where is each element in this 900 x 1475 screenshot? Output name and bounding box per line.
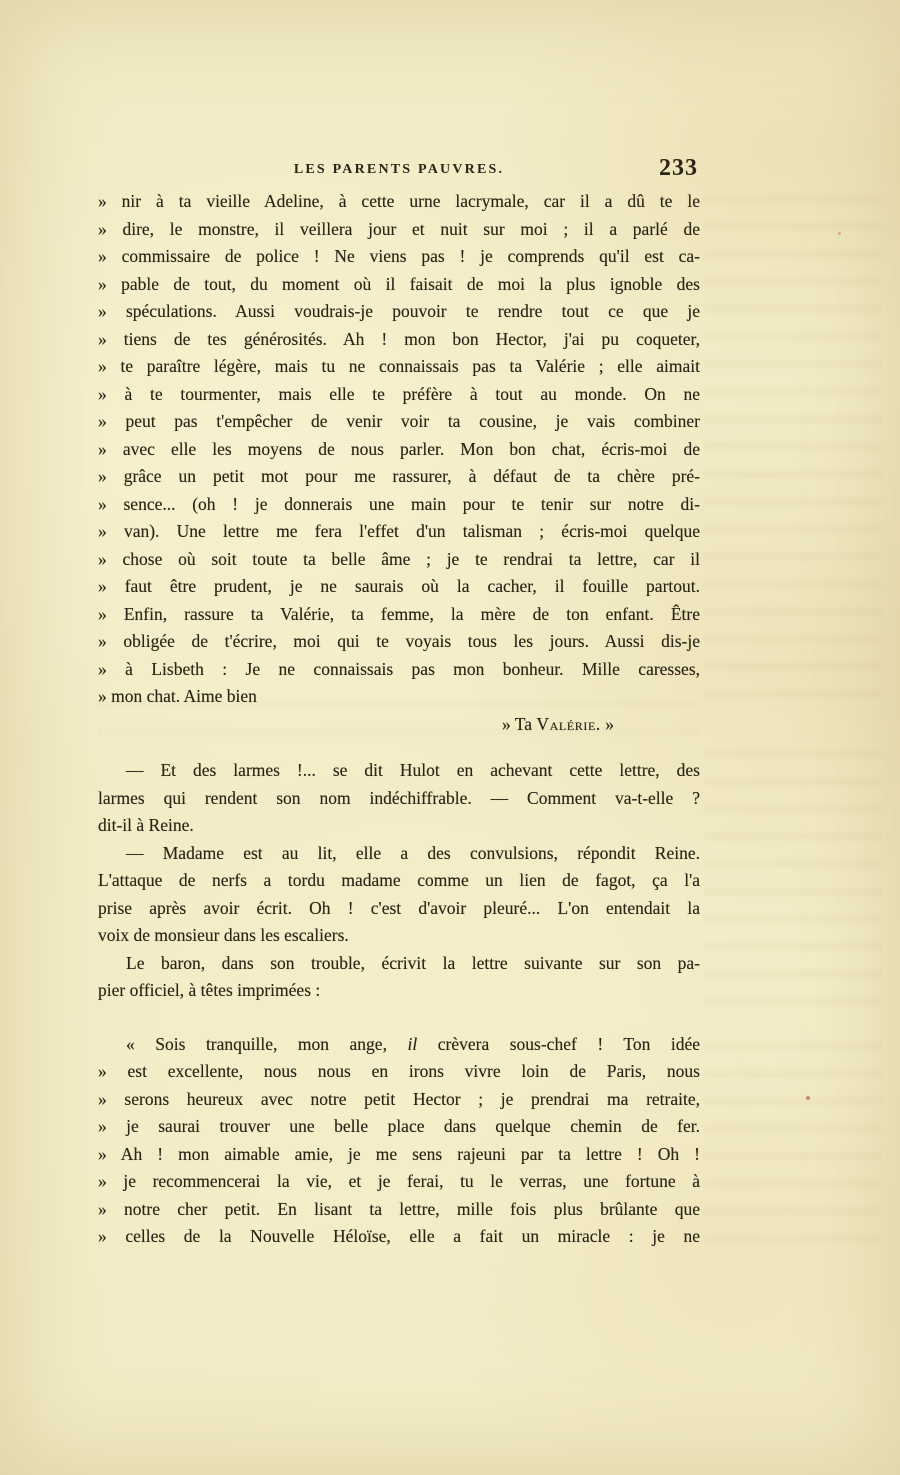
letter-line: » à te tourmenter, mais elle te préfère à tout au monde. On ne	[98, 383, 700, 404]
letter-line: » Ah ! mon aimable amie, je me sens rajeuni par ta lettre ! Oh !	[98, 1143, 700, 1164]
text-column	[98, 150, 700, 1251]
letter-line: » mon chat. Aime bien	[98, 686, 257, 706]
paragraph-line: pier officiel, à têtes imprimées :	[98, 980, 321, 1000]
letter-line: » sence... (oh ! je donnerais une main pour te tenir sur notre di-	[98, 493, 700, 514]
letter-line: » je recommencerai la vie, et je ferai, tu le verras, une fortune à	[98, 1171, 700, 1191]
letter-line: » Enfin, rassure ta Valérie, ta femme, la mère de ton enfant. Être	[98, 603, 700, 624]
letter-line: » obligée de t'écrire, moi qui te voyais tous les jours. Aussi dis-je	[98, 631, 700, 651]
paragraph-line: L'attaque de nerfs a tordu madame comme un lien de fagot, ça l'a	[98, 870, 700, 890]
running-title: LES PARENTS PAUVRES.	[293, 162, 505, 177]
paragraph-line: larmes qui rendent son nom indéchiffrable. — Comment va-t-elle ?	[98, 787, 700, 808]
paragraph-line: Le baron, dans son trouble, écrivit la lettre suivante sur son pa-	[126, 952, 700, 973]
letter-line: » peut pas t'empêcher de venir voir ta cousine, je vais combiner	[98, 411, 700, 431]
letter-line: » est excellente, nous nous en irons vivre loin de Paris, nous	[98, 1061, 700, 1081]
narrative-paragraph	[98, 757, 700, 840]
letter-signature	[98, 711, 700, 739]
letter-line: » commissaire de police ! Ne viens pas ! je comprends qu'il est ca-	[98, 246, 700, 266]
paragraph-line: prise après avoir écrit. Oh ! c'est d'avoir pleuré... L'on entendait la	[98, 897, 700, 918]
show-through-artifact	[704, 1032, 882, 1257]
show-through-artifact	[704, 185, 882, 710]
letter-line: » à Lisbeth : Je ne connaissais pas mon bonheur. Mille caresses,	[98, 658, 700, 679]
letter-valerie	[98, 188, 700, 738]
emphasized-word: il	[407, 1033, 418, 1054]
page-header	[98, 150, 700, 180]
stain-speck	[806, 1096, 810, 1100]
page-number: 233	[659, 155, 698, 181]
letter-baron	[98, 1031, 700, 1251]
show-through-artifact	[704, 740, 882, 1008]
narrative-paragraph	[98, 950, 700, 1005]
letter-line: » spéculations. Aussi voudrais-je pouvoir te rendre tout ce que je	[98, 301, 700, 321]
signature-close-quote: »	[600, 713, 614, 734]
paragraph-line: voix de monsieur dans les escaliers.	[98, 925, 349, 945]
paragraph-line: — Et des larmes !... se dit Hulot en achevant cette lettre, des	[126, 760, 700, 780]
letter-line: » serons heureux avec notre petit Hector ; je prendrai ma retraite,	[98, 1088, 700, 1109]
letter-line: » te paraître légère, mais tu ne connaissais pas ta Valérie ; elle aimait	[98, 356, 700, 376]
narrative-paragraph	[98, 840, 700, 950]
stain-speck	[838, 232, 841, 235]
signature-name: Valérie.	[536, 713, 601, 734]
letter-line: » nir à ta vieille Adeline, à cette urne lacrymale, car il a dû te le	[98, 191, 700, 211]
paragraph-line: — Madame est au lit, elle a des convulsions, répondit Reine.	[126, 842, 700, 863]
letter-line: » avec elle les moyens de nous parler. Mon bon chat, écris-moi de	[98, 438, 700, 459]
letter-line: » pable de tout, du moment où il faisait de moi la plus ignoble des	[98, 273, 700, 294]
signature-open-quote: » Ta	[501, 713, 537, 734]
letter-line-text: « Sois tranquille, mon ange,	[126, 1033, 408, 1054]
paragraph-line: dit-il à Reine.	[98, 815, 194, 835]
letter-line: » van). Une lettre me fera l'effet d'un talisman ; écris-moi quelque	[98, 521, 700, 541]
letter-line: » faut être prudent, je ne saurais où la cacher, il fouille partout.	[98, 576, 700, 596]
letter-line: » chose où soit toute ta belle âme ; je te rendrai ta lettre, car il	[98, 548, 700, 569]
letter-line: » grâce un petit mot pour me rassurer, à défaut de ta chère pré-	[98, 466, 700, 486]
letter-line: » dire, le monstre, il veillera jour et nuit sur moi ; il a parlé de	[98, 218, 700, 239]
letter-line: » je saurai trouver une belle place dans quelque chemin de fer.	[98, 1116, 700, 1136]
letter-line	[98, 1031, 700, 1059]
letter-line-text: crèvera sous-chef ! Ton idée	[417, 1033, 700, 1054]
letter-line: » celles de la Nouvelle Héloïse, elle a fait un miracle : je ne	[98, 1226, 700, 1246]
letter-line: » tiens de tes générosités. Ah ! mon bon Hector, j'ai pu coqueter,	[98, 328, 700, 349]
letter-line: » notre cher petit. En lisant ta lettre, mille fois plus brûlante que	[98, 1198, 700, 1219]
